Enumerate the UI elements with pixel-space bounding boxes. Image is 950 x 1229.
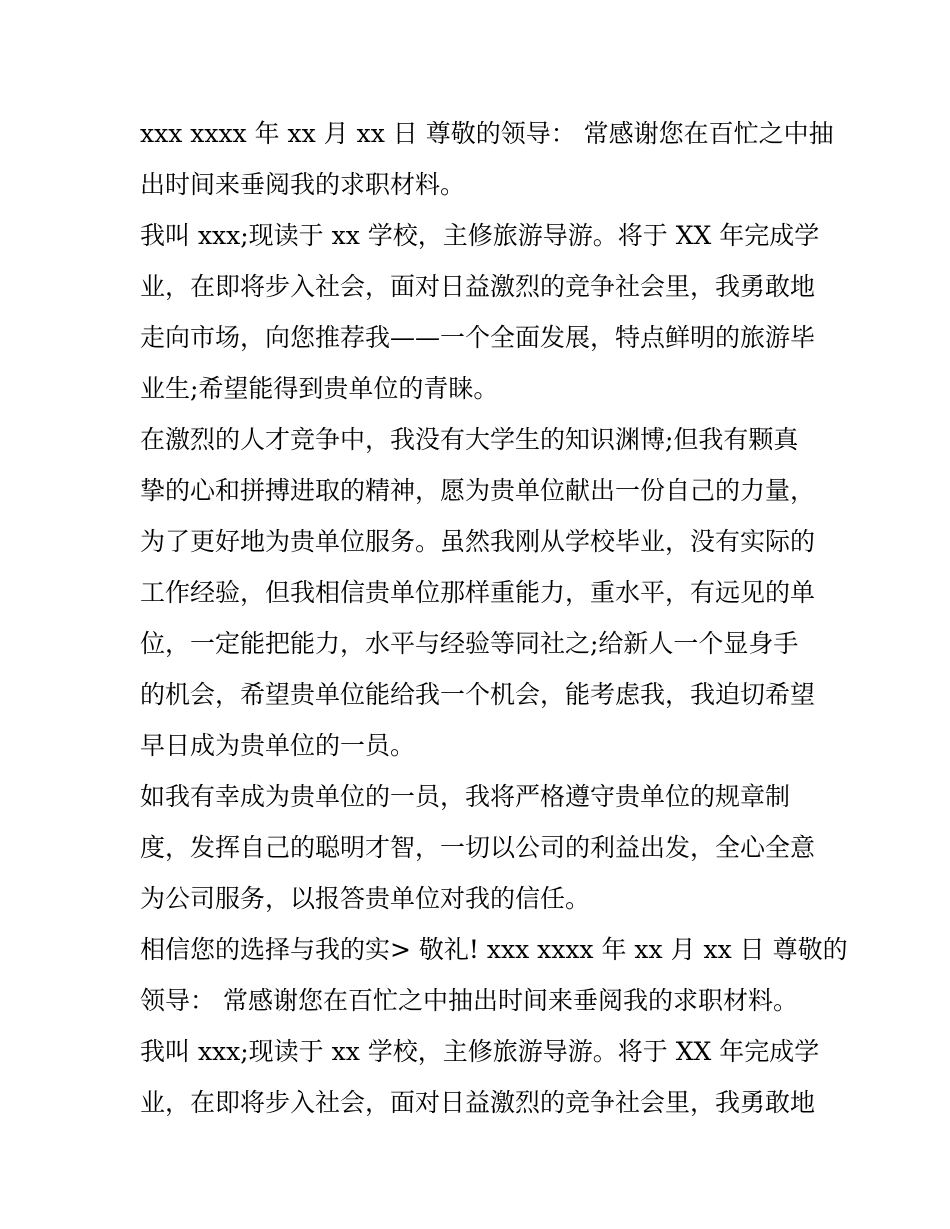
text-line-8: 挚的心和拼搏进取的精神，愿为贵单位献出一份自己的力量， <box>140 476 816 505</box>
text-line-18: 领导： 常感谢您在百忙之中抽出时间来垂阅我的求职材料。 <box>140 986 798 1015</box>
text-line-4: 业，在即将步入社会，面对日益激烈的竞争社会里，我勇敢地 <box>140 272 816 301</box>
text-line-2: 出时间来垂阅我的求职材料。 <box>140 170 466 199</box>
text-line-14: 如我有幸成为贵单位的一员，我将严格遵守贵单位的规章制 <box>140 782 791 811</box>
text-line-19: 我叫 xxx;现读于 xx 学校，主修旅游导游。将于 XX 年完成学 <box>140 1037 820 1066</box>
text-line-6: 业生;希望能得到贵单位的青睐。 <box>140 374 499 403</box>
text-line-7: 在激烈的人才竞争中，我没有大学生的知识渊博;但我有颗真 <box>140 425 799 454</box>
text-line-1: xxx xxxx 年 xx 月 xx 日 尊敬的领导： 常感谢您在百忙之中抽 <box>140 119 834 148</box>
text-line-15: 度，发挥自己的聪明才智，一切以公司的利益出发，全心全意 <box>140 833 816 862</box>
text-line-11: 位，一定能把能力，水平与经验等同社之;给新人一个显身手 <box>140 629 799 658</box>
text-line-5: 走向市场，向您推荐我——一个全面发展，特点鲜明的旅游毕 <box>140 323 816 352</box>
text-line-12: 的机会，希望贵单位能给我一个机会，能考虑我，我迫切希望 <box>140 680 816 709</box>
text-line-3: 我叫 xxx;现读于 xx 学校，主修旅游导游。将于 XX 年完成学 <box>140 221 820 250</box>
text-line-20: 业，在即将步入社会，面对日益激烈的竞争社会里，我勇敢地 <box>140 1088 816 1117</box>
text-line-10: 工作经验，但我相信贵单位那样重能力，重水平，有远见的单 <box>140 578 816 607</box>
text-line-16: 为公司服务，以报答贵单位对我的信任。 <box>140 884 591 913</box>
text-line-13: 早日成为贵单位的一员。 <box>140 731 416 760</box>
text-line-17: 相信您的选择与我的实> 敬礼! xxx xxxx 年 xx 月 xx 日 尊敬的 <box>140 935 848 964</box>
text-line-9: 为了更好地为贵单位服务。虽然我刚从学校毕业，没有实际的 <box>140 527 816 556</box>
letter-body <box>140 108 848 1128</box>
